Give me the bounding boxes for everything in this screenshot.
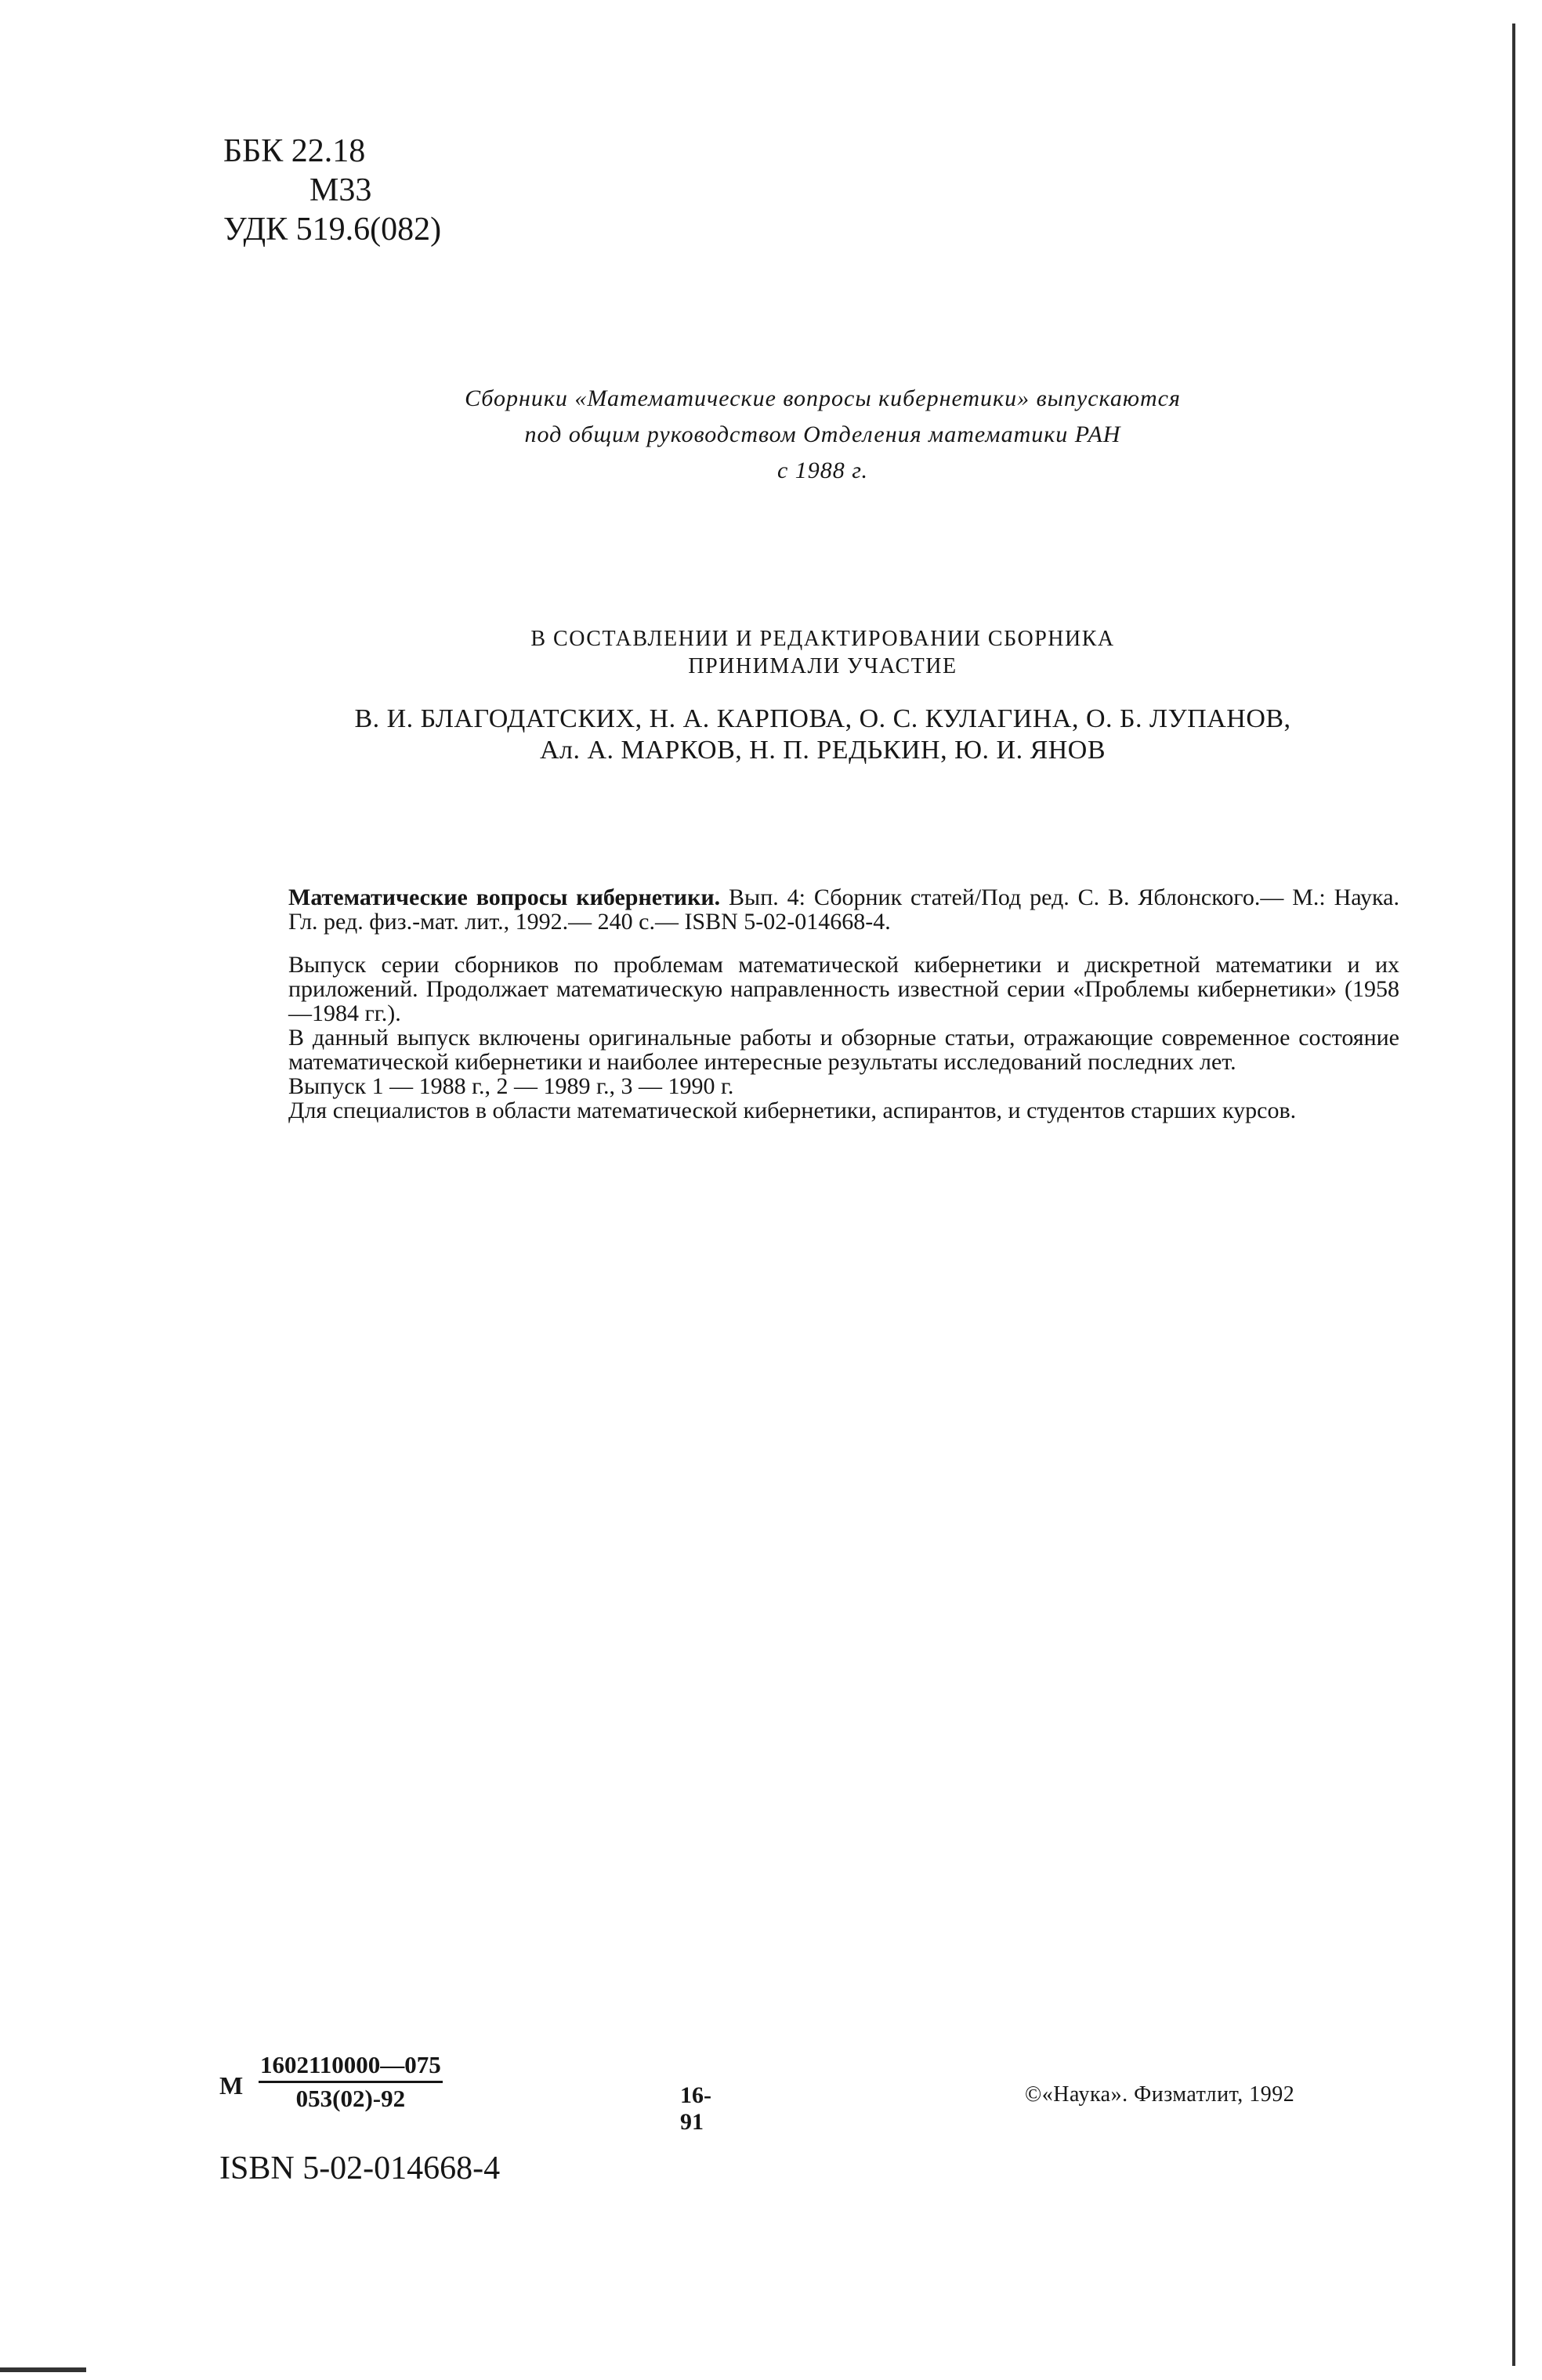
authors-line-1: В. И. БЛАГОДАТСКИХ, Н. А. КАРПОВА, О. С. КУЛАГИНА, О. Б. ЛУПАНОВ,	[354, 704, 1291, 733]
publisher-code-fraction	[259, 2051, 443, 2113]
series-note-line-3: с 1988 г.	[776, 458, 869, 483]
citation-text: Вып. 4: Сборник статей/Под ред. С. В. Яблонского.— М.: Наука. Гл. ред. физ.-мат. лит., 1992.— 240 с.— ISBN 5-02-014668-4.	[288, 884, 1399, 935]
abstract-paragraph-3: Выпуск 1 — 1988 г., 2 — 1989 г., 3 — 1990 г.	[288, 1073, 734, 1099]
udk-code: УДК 519.6(082)	[223, 212, 442, 248]
publisher-code-suffix: 16-91	[680, 2082, 711, 2135]
authors-list	[219, 704, 1426, 766]
copyright-notice: ©«Наука». Физматлит, 1992	[1025, 2082, 1295, 2107]
series-note-line-2: под общим руководством Отделения математики РАН	[524, 421, 1121, 447]
compiled-by-line-2: ПРИНИМАЛИ УЧАСТИЕ	[688, 654, 957, 678]
isbn: ISBN 5-02-014668-4	[219, 2150, 501, 2186]
series-note	[235, 381, 1410, 489]
publisher-code-denominator: 053(02)-92	[295, 2085, 406, 2112]
scan-edge-right	[1512, 24, 1515, 2366]
publisher-code-numerator: 1602110000—075	[259, 2051, 443, 2083]
scan-edge-bottom-left	[0, 2367, 86, 2372]
authors-line-2: Ал. А. МАРКОВ, Н. П. РЕДЬКИН, Ю. И. ЯНОВ	[539, 736, 1106, 765]
abstract-citation	[288, 885, 1399, 934]
abstract-paragraph-4: Для специалистов в области математической кибернетики, аспирантов, и студентов старших курсов.	[288, 1098, 1297, 1123]
book-title: Математические вопросы кибернетики.	[288, 884, 721, 910]
abstract	[288, 885, 1399, 1123]
bbk-code: ББК 22.18	[223, 133, 366, 169]
compiled-by-line-1: В СОСТАВЛЕНИИ И РЕДАКТИРОВАНИИ СБОРНИКА	[530, 627, 1115, 651]
publisher-code-letter: М	[219, 2071, 244, 2100]
classification-block	[223, 132, 441, 249]
abstract-paragraph-1: Выпуск серии сборников по проблемам математической кибернетики и дискретной математики и их приложений. Продолжает математическую направленность известной серии «Проблемы кибернетики» (1958—1984 гг.).	[288, 952, 1399, 1026]
author-mark: М33	[309, 172, 372, 208]
compiled-by-heading	[235, 625, 1410, 680]
abstract-paragraph-2: В данный выпуск включены оригинальные работы и обзорные статьи, отражающие современное состояние математической кибернетики и наиболее интересные результаты исследований последних лет.	[288, 1025, 1399, 1075]
series-note-line-1: Сборники «Математические вопросы кибернетики» выпускаются	[465, 385, 1181, 411]
